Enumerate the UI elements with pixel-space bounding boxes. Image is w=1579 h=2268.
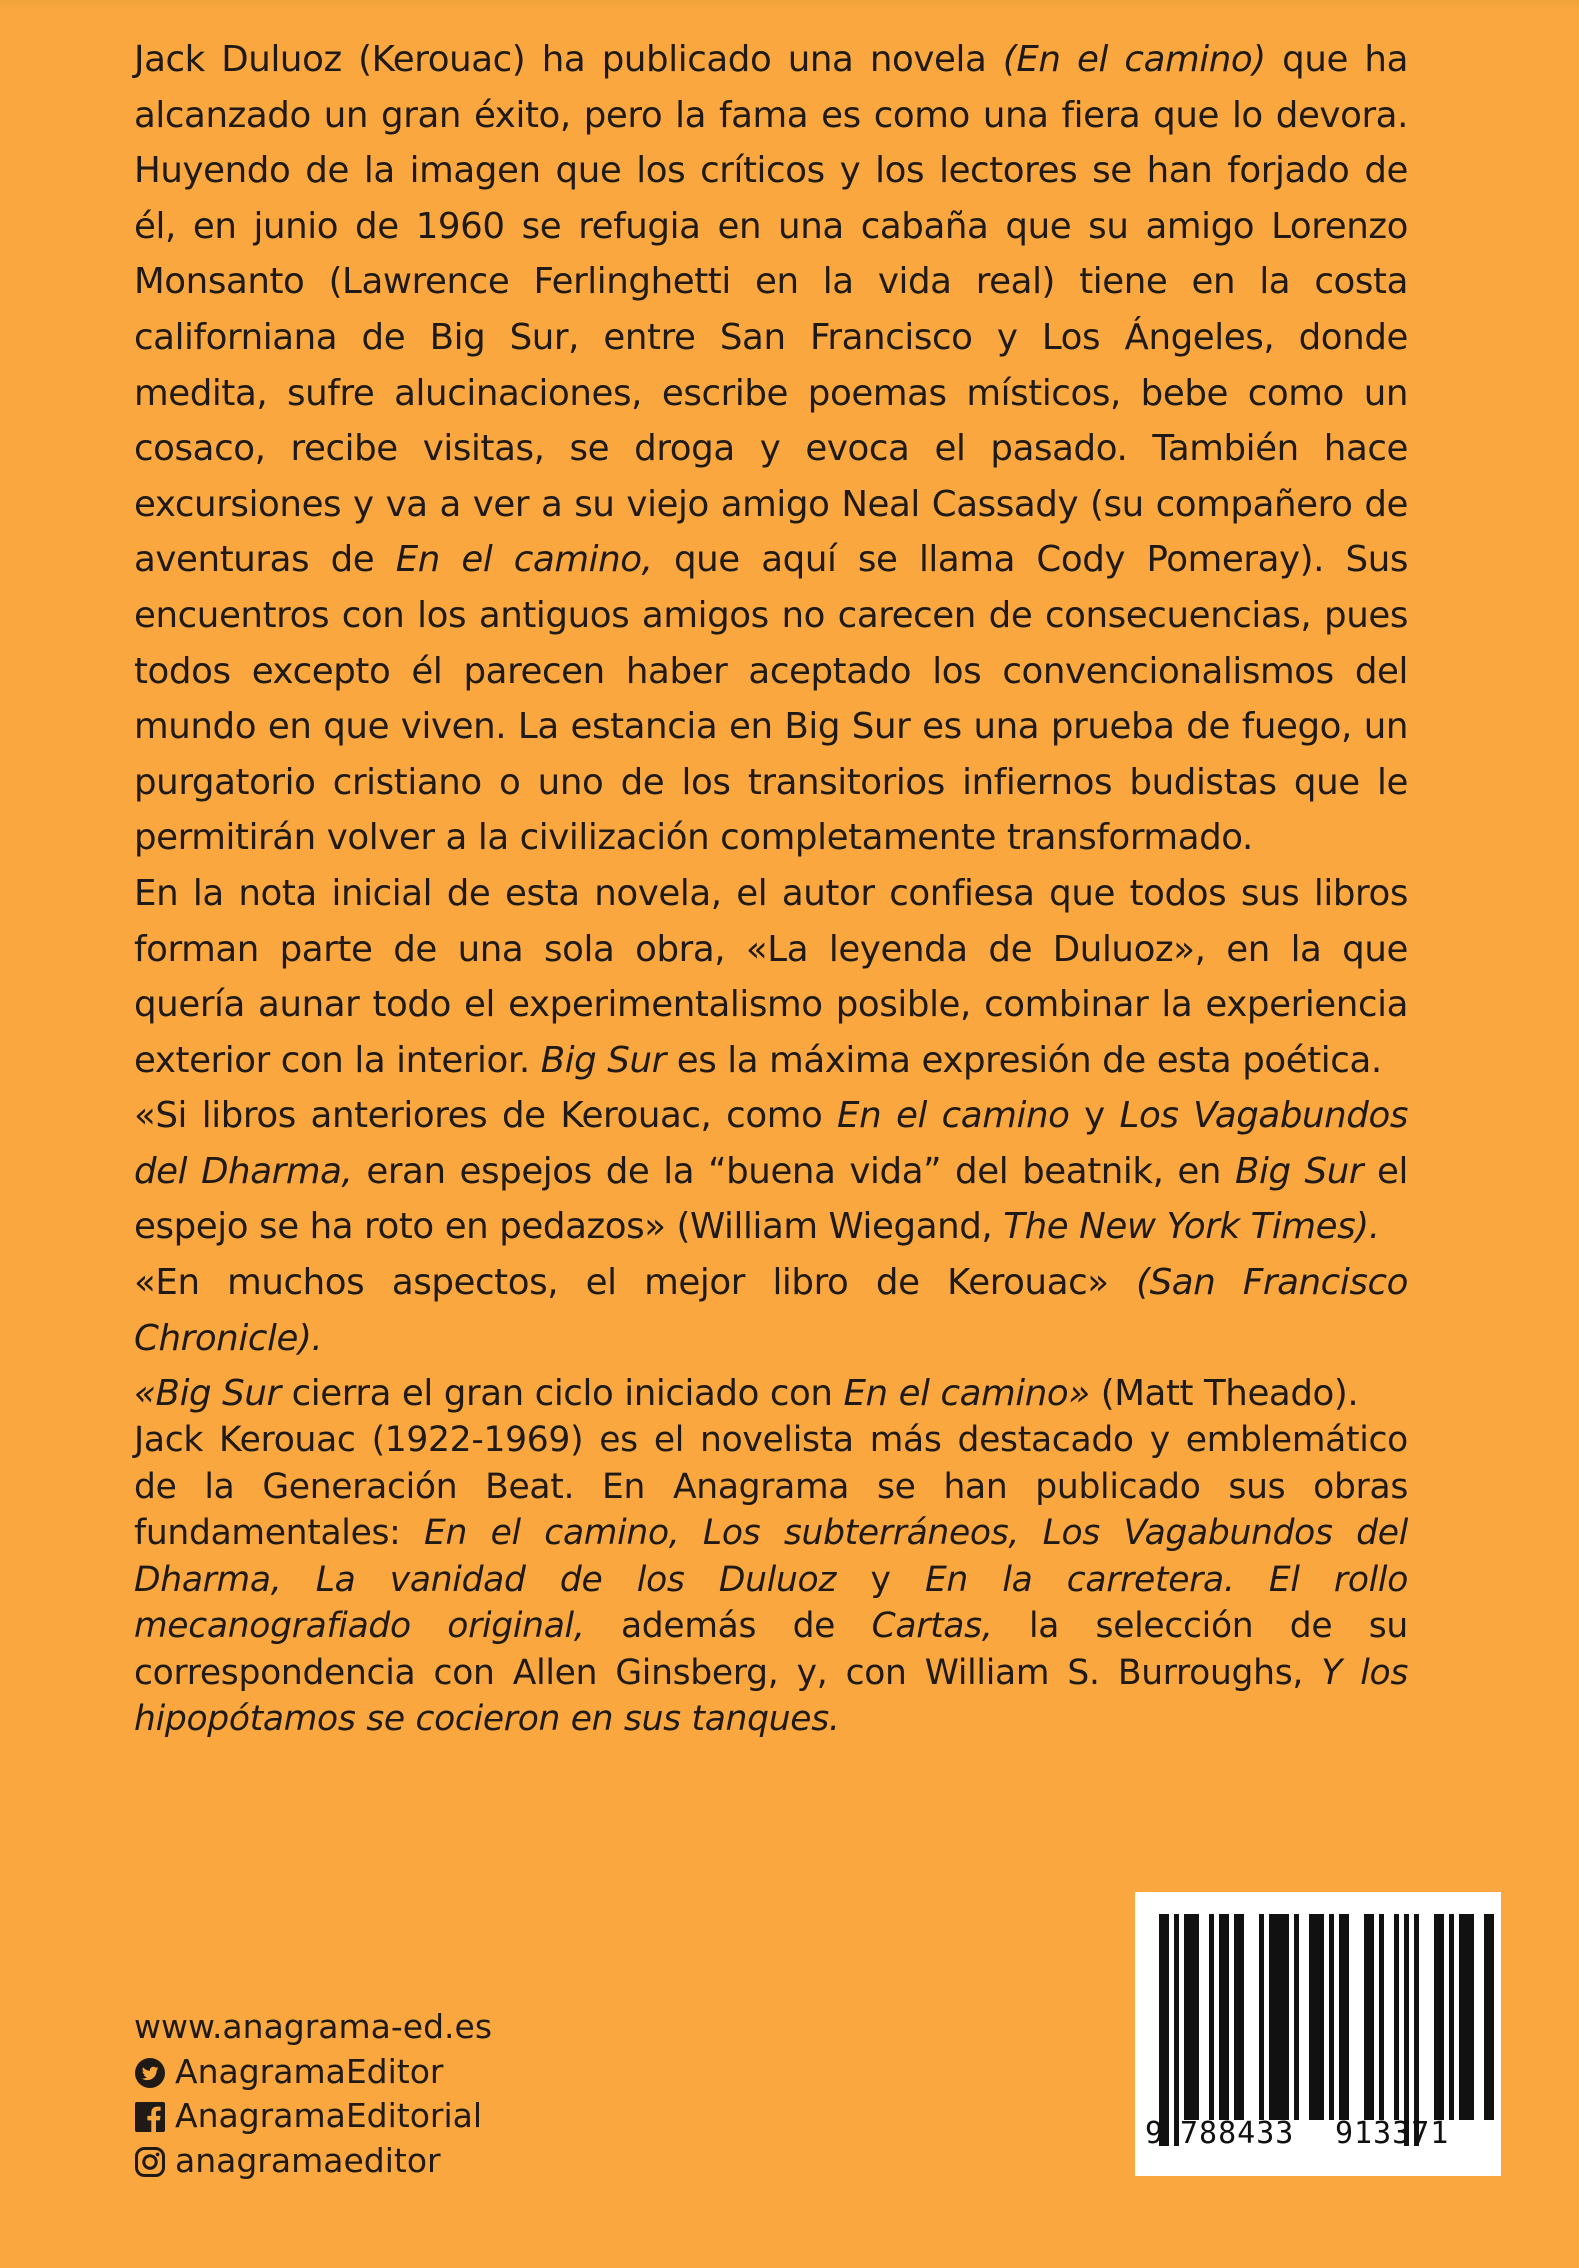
isbn-digits <box>1135 2110 1501 2160</box>
text-run: que aquí se llama Cody Pomeray). Sus encuentros con los antiguos amigos no carecen de consecuencias, pues todos excepto él parecen haber aceptado los convencionalismos del mundo en que viven. La estancia en Big Sur es una prueba de fuego, un purgatorio cristiano o uno de los transitorios infiernos budistas que le permitirán volver a la civilización completamente transformado. <box>134 539 1408 859</box>
barcode-bar <box>1259 1914 1264 2120</box>
barcode-bar <box>1219 1914 1229 2120</box>
barcode-bar <box>1339 1914 1349 2120</box>
website-link[interactable]: www.anagrama-ed.es <box>134 2007 493 2046</box>
publisher-contact <box>134 2005 492 2183</box>
text-run: además de <box>584 1606 872 1646</box>
barcode-bar <box>1484 1914 1494 2120</box>
barcode-bar <box>1294 1914 1299 2120</box>
italic-run: Cartas, <box>871 1606 993 1646</box>
text-run: que ha alcanzado un gran éxito, pero la fama es como una fiera que lo devora. Huyendo de la imagen que los críticos y los lectores se han forjado de él, en junio de 1960 se refugia en una cabaña que su amigo Lorenzo Monsanto (Lawrence Ferlinghetti en la vida real) tiene en la costa californiana de Big Sur, entre San Francisco y Los Ángeles, donde medita, sufre alucinaciones, escribe poemas místicos, bebe como un cosaco, recibe visitas, se droga y evoca el pasado. También hace excursiones y va a ver a su viejo amigo Neal Cassady (su compañero de aventuras de <box>134 39 1408 581</box>
italic-run: The New York Times). <box>1003 1206 1380 1248</box>
isbn-digit-lead: 9 <box>1145 2116 1165 2151</box>
italic-run: Y los hipopótamos se cocieron en sus tanques. <box>134 1652 1408 1739</box>
text-run: Jack Kerouac (1922-1969) es el novelista más destacado y emblemático de la Generación Beat. En Anagrama se han publicado sus obras fundamentales: <box>134 1420 1408 1553</box>
synopsis-paragraph-1 <box>134 32 1408 866</box>
italic-run: (San Francisco Chronicle). <box>134 1262 1408 1359</box>
twitter-handle[interactable]: AnagramaEditor <box>175 2051 444 2091</box>
review-quote-sf-chronicle <box>134 1255 1408 1366</box>
instagram-icon <box>134 2145 166 2177</box>
italic-run: Big Sur <box>540 1039 666 1081</box>
facebook-icon <box>134 2100 166 2132</box>
review-quote-nyt <box>134 1088 1408 1255</box>
barcode-bar <box>1234 1914 1244 2120</box>
text-run: el espejo se ha roto en pedazos» (William Wiegand, <box>134 1150 1408 1248</box>
italic-run: En el camino <box>837 1095 1070 1137</box>
website-row[interactable] <box>134 2005 492 2050</box>
barcode-bar <box>1379 1914 1384 2120</box>
barcode-bar <box>1434 1914 1444 2120</box>
italic-run: En la carretera. El rollo mecanografiado original, <box>134 1559 1408 1646</box>
facebook-handle[interactable]: AnagramaEditorial <box>175 2096 483 2135</box>
barcode-bar <box>1209 1914 1214 2120</box>
barcode-bar <box>1394 1914 1399 2120</box>
barcode-bar <box>1269 1914 1289 2120</box>
barcode-bar <box>1184 1914 1199 2120</box>
barcode-bar <box>1459 1914 1474 2120</box>
text-run: «En muchos aspectos, el mejor libro de Kerouac» <box>134 1262 1137 1304</box>
review-quote-theado <box>134 1366 1408 1422</box>
instagram-row[interactable] <box>134 2139 492 2184</box>
barcode-bar <box>1309 1914 1324 2120</box>
italic-run: En el camino, Los subterráneos, Los Vagabundos del Dharma, La vanidad de los Duluoz <box>134 1513 1408 1600</box>
text-run: cierra el gran ciclo iniciado con <box>280 1373 844 1415</box>
italic-run: Big Sur <box>1234 1150 1364 1192</box>
isbn-digit-group-left: 788433 <box>1180 2116 1295 2151</box>
isbn-barcode <box>1135 1892 1501 2176</box>
author-bio-paragraph <box>134 1417 1408 1743</box>
italic-run: En el camino, <box>395 539 653 581</box>
text-run: En la nota inicial de esta novela, el autor confiesa que todos sus libros forman parte de una sola obra, «La leyenda de Duluoz», en la que quería aunar todo el experimentalismo posible, combinar la experiencia exterior con la interior. <box>134 872 1408 1081</box>
italic-run: (En el camino) <box>1002 39 1266 80</box>
text-run: y <box>1069 1095 1120 1137</box>
barcode-bar <box>1329 1914 1334 2120</box>
instagram-handle[interactable]: anagramaeditor <box>175 2140 441 2180</box>
facebook-row[interactable] <box>134 2094 492 2139</box>
text-run: y <box>836 1559 925 1600</box>
top-edge-band <box>0 0 1579 10</box>
barcode-bar <box>1449 1914 1454 2120</box>
text-run: «Si libros anteriores de Kerouac, como <box>134 1095 838 1137</box>
italic-run: En el camino» <box>843 1373 1090 1415</box>
italic-run: «Big Sur <box>134 1373 281 1415</box>
isbn-digit-group-right: 913371 <box>1335 2116 1450 2151</box>
twitter-row[interactable] <box>134 2050 492 2095</box>
text-run: la selección de su correspondencia con Allen Ginsberg, y, con William S. Burroughs, <box>134 1606 1408 1693</box>
synopsis-paragraph-2 <box>134 866 1408 1088</box>
text-run: es la máxima expresión de esta poética. <box>665 1039 1382 1081</box>
text-run: (Matt Theado). <box>1089 1373 1359 1415</box>
author-bio <box>134 1417 1408 1743</box>
italic-run: Los Vagabundos del Dharma, <box>134 1095 1408 1192</box>
barcode-bar <box>1364 1914 1374 2120</box>
synopsis <box>134 32 1408 1422</box>
twitter-icon <box>134 2056 166 2088</box>
text-run: Jack Duluoz (Kerouac) ha publicado una novela <box>134 39 1003 80</box>
text-run: eran espejos de la “buena vida” del beatnik, en <box>352 1150 1235 1192</box>
